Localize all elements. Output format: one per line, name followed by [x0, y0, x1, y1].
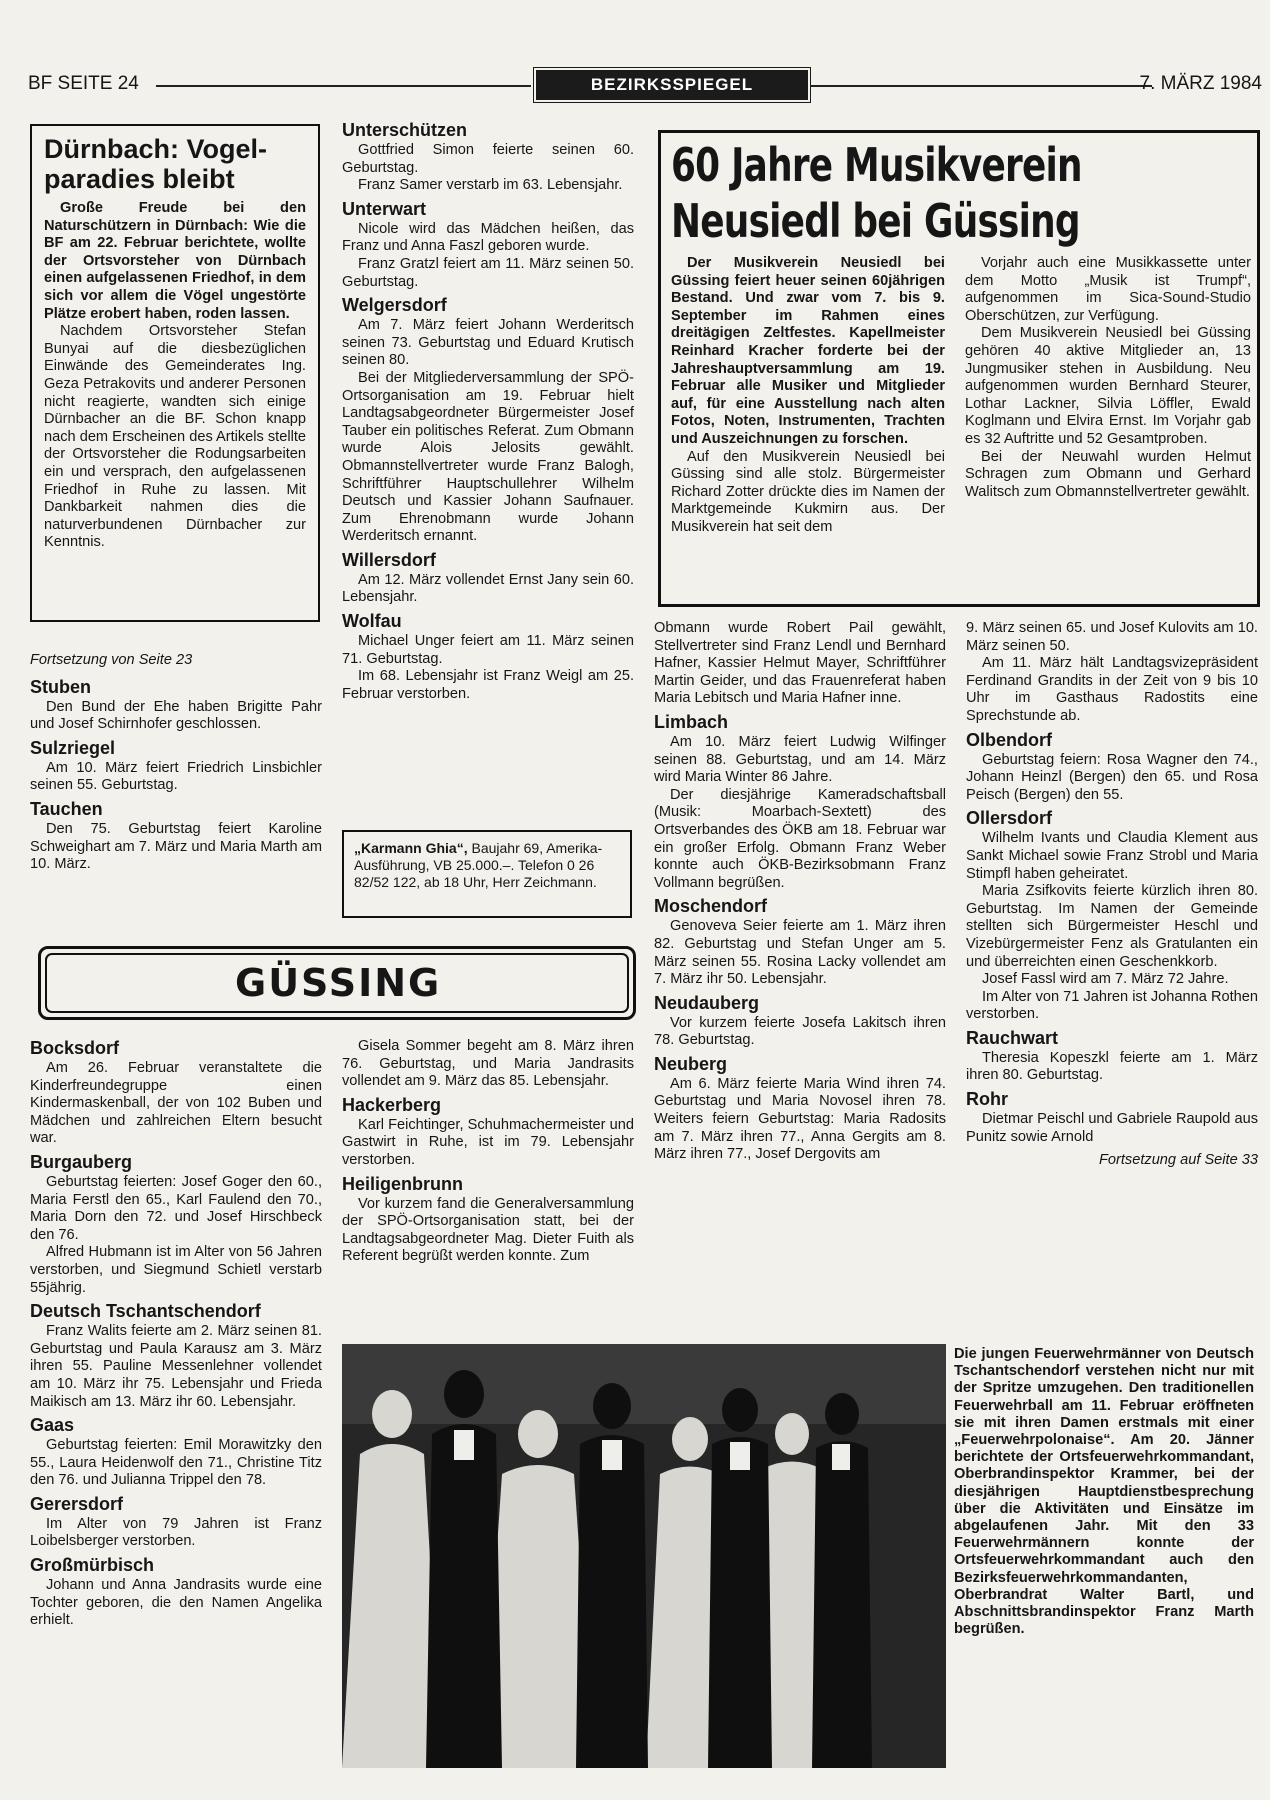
text-heiligenbrunn: Vor kurzem fand die Generalversammlung der SPÖ-Ortsorganisation statt, bei der Landtagsabgeordneter Mag. Dieter Fuith als Referent begrüßt werden konnte. Zum — [342, 1195, 634, 1265]
text-continuation: Obmann wurde Robert Pail gewählt, Stellvertreter sind Franz Lendl und Bernhard Hafner, Kassier Helmut Mayer, Schriftführer Martin Geider, und das Frauenreferat haben Maria Lebitsch und Maria Hafner inne. — [654, 620, 946, 707]
text-neudauberg: Vor kurzem feierte Josefa Lakitsch ihren 78. Geburtstag. — [654, 1014, 946, 1049]
header-rule-left — [156, 85, 531, 87]
section-title: BEZIRKSSPIEGEL — [536, 70, 808, 100]
region-title: GÜSSING — [45, 953, 629, 1013]
page-number: BF SEITE 24 — [28, 73, 139, 94]
heading-stuben: Stuben — [30, 676, 91, 697]
text-unterwart: Nicole wird das Mädchen heißen, das Franz und Anna Faszl geboren wurde. — [342, 220, 634, 255]
column-4 — [966, 620, 1258, 1170]
heading-moschendorf: Moschendorf — [654, 896, 768, 917]
heading-heiligenbrunn: Heiligenbrunn — [342, 1173, 463, 1194]
headline-line-1: 60 Jahre Musikverein — [671, 138, 1082, 192]
text-rohr: Dietmar Peischl und Gabriele Raupold aus Punitz sowie Arnold — [966, 1111, 1258, 1145]
article-lead: Große Freude bei den Naturschützern in Dürnbach: Wie die BF am 22. Februar berichtete, wollte der Ortsvorsteher von Dürnbach einen aufgelassenen Friedhof, in dem sich vor allem die Vögel ungestörte Plätze erobert haben, roden lassen. — [44, 200, 306, 322]
text-rauchwart: Theresia Kopeszkl feierte am 1. März ihren 80. Geburtstag. — [966, 1049, 1258, 1084]
text-welgersdorf: Am 7. März feiert Johann Werderitsch seinen 73. Geburtstag und Eduard Krutisch seinen 80. — [342, 317, 634, 369]
text-limbach: Am 10. März feiert Ludwig Wilfinger seinen 88. Geburtstag, und am 14. März wird Maria Winter 86 Jahre. — [654, 733, 946, 786]
text-tauchen: Den 75. Geburtstag feiert Karoline Schweighart am 7. März und Maria Marth am 10. März. — [30, 820, 322, 873]
continued-note: Fortsetzung von Seite 23 — [30, 652, 193, 668]
text-bocksdorf: Am 26. Februar veranstaltete die Kinderfreundegruppe einen Kindermaskenball, der von 102 Buben und Mädchen und zahlreichen Eltern besucht war. — [30, 1060, 322, 1147]
text-moschendorf: Genoveva Seier feierte am 1. März ihren 82. Geburtstag und Stefan Unger am 5. März seinen 55. Rosina Lacky vollendet am 7. März ihr 50. Lebensjahr. — [654, 918, 946, 988]
article-paragraph: Vorjahr auch eine Musikkassette unter dem Motto „Musik ist Trumpf“, aufgenommen im Sica-Sound-Studio Oberschützen, zur Verfügung. — [965, 255, 1251, 324]
text-ollersdorf: Im Alter von 71 Jahren ist Johanna Rothen verstorben. — [966, 988, 1258, 1023]
photo-caption — [954, 1346, 1254, 1638]
headline-line-2: Neusiedl bei Güssing — [671, 194, 1080, 248]
text-burgauberg: Alfred Hubmann ist im Alter von 56 Jahren verstorben, und Siegmund Schietl verstarb 55jährig. — [30, 1244, 322, 1296]
text-grossmuerbisch: Johann und Anna Jandrasits wurde eine Tochter geboren, die den Namen Angelika erhielt. — [30, 1577, 322, 1629]
heading-deutsch-tschantschendorf: Deutsch Tschantschendorf — [30, 1301, 261, 1322]
text-ollersdorf: Maria Zsifkovits feierte kürzlich ihren 80. Geburtstag. Im Namen der Gemeinde stellten sich Bürgermeister Heschl und Vizebürgermeister Fenz als Gratulanten ein und überreichten einen Geschenkkorb. — [966, 883, 1258, 970]
ad-text: Baujahr 69, Amerika-Ausführung, VB 25.000.–. Telefon 0 26 82/52 122, ab 18 Uhr, Herr Zeichmann. — [354, 840, 603, 890]
text-burgauberg: Geburtstag feierten: Josef Goger den 60., Maria Ferstl den 65., Karl Faulend den 70., Maria Dorn den 72. und Josef Hirschbeck den 76. — [30, 1173, 322, 1243]
gussing-column-1 — [30, 1034, 322, 1630]
photo-dancers-image — [342, 1344, 946, 1768]
heading-neuberg: Neuberg — [654, 1053, 728, 1074]
heading-limbach: Limbach — [654, 711, 729, 732]
heading-welgersdorf: Welgersdorf — [342, 295, 447, 316]
text-gisela-sommer: Gisela Sommer begeht am 8. März ihren 76. Geburtstag, und Maria Jandrasits vollendet am 9. März das 85. Lebensjahr. — [342, 1038, 634, 1090]
text-neuberg: Am 6. März feierte Maria Wind ihren 74. Geburtstag und Maria Novosel ihren 78. Weiters feiern Geburtstag: Maria Radosits am 7. März ihren 77., Anna Gergits am 8. März ihren 77., Josef Dergovits am — [654, 1075, 946, 1163]
article-paragraph: Auf den Musikverein Neusiedl bei Güssing sind alle stolz. Bürgermeister Richard Zotter drückte dies im Namen der Marktgemeinde Kukmirn aus. Der Musikverein hat seit dem — [671, 448, 945, 535]
heading-unterschuetzen: Unterschützen — [342, 120, 468, 140]
text-stuben: Den Bund der Ehe haben Brigitte Pahr und Josef Schirnhofer geschlossen. — [30, 698, 322, 733]
article-durnbach — [30, 124, 320, 622]
article-paragraph: Nachdem Ortsvorsteher Stefan Bunyai auf die diesbezüglichen Einwände des Gemeinderates Ing. Geza Petrakovits und anderer Personen nicht reagierte, wandten sich einige Dürnbacher an die BF. Schon knapp nach dem Erscheinen des Artikels stellte der Ortsvorsteher die Rodungsarbeiten ein und versprach, den aufgelassenen Friedhof in Ruhe zu lassen. Mit Dankbarkeit nahmen dies die naturverbundenen Dürnbacher zur Kenntnis. — [44, 323, 307, 551]
article-title: Dürnbach: Vogel-paradies bleibt — [44, 134, 268, 194]
text-deutsch-tschantschendorf: Franz Walits feierte am 2. März seinen 81. Geburtstag und Paula Karausz am 3. März ihren 55. Pauline Messenlehner vollendet am 10. März ihr 75. Lebensjahr und Frieda Maikisch am 13. März ihr 60. Lebensjahr. — [30, 1323, 322, 1410]
text-gerersdorf: Im Alter von 79 Jahren ist Franz Loibelsberger verstorben. — [30, 1515, 322, 1550]
text-welgersdorf: Bei der Mitgliederversammlung der SPÖ-Ortsorganisation am 19. Februar hielt Landtagsabgeordneter Bürgermeister Josef Tauber ein politisches Referat. Zum Obmann wurde Alois Jelosits gewählt. Obmannstellvertreter wurde Franz Balogh, Schriftführer Hauptschullehrer Wilhelm Deutsch und Kassier Johann Saufnauer. Zum Ehrenobmann wurde Johann Werderitsch ernannt. — [342, 369, 634, 545]
heading-gaas: Gaas — [30, 1415, 75, 1436]
text-unterschuetzen: Franz Samer verstarb im 63. Lebensjahr. — [358, 177, 623, 194]
heading-rohr: Rohr — [966, 1089, 1008, 1110]
heading-hackerberg: Hackerberg — [342, 1094, 442, 1115]
heading-wolfau: Wolfau — [342, 611, 402, 632]
text-olbendorf: Geburtstag feiern: Rosa Wagner den 74., Johann Heinzl (Bergen) den 65. und Rosa Peisch (Bergen) den 55. — [966, 751, 1258, 803]
article-lead: Der Musikverein Neusiedl bei Güssing feiert heuer seinen 60jährigen Bestand. Und zwar vom 7. bis 9. September im Rahmen eines dreitägigen Zeltfestes. Kapellmeister Reinhard Kracher forderte bei der Jahreshauptversammlung am 19. Februar alle Musiker und Mitglieder auf, für eine Ausstellung nach alten Fotos, Noten, Instrumenten, Trachten und Auszeichnungen zu forschen. — [671, 255, 945, 447]
text-continuation: 9. März seinen 65. und Josef Kulovits am 10. März seinen 50. — [966, 620, 1258, 654]
text-hackerberg: Karl Feichtinger, Schuhmachermeister und Gastwirt in Ruhe, ist im 79. Lebensjahr verstorben. — [342, 1116, 634, 1168]
heading-neudauberg: Neudauberg — [654, 992, 760, 1013]
article-paragraph: Dem Musikverein Neusiedl bei Güssing gehören 40 aktive Mitglieder an, 13 Jungmusiker stehen in Ausbildung. Neu aufgenommen wurden Bernhard Steurer, Lothar Lackner, Silvia Löffler, Ewald Koglmann und Elvira Ernst. Im Vorjahr gab es 32 Auftritte und 52 Gesamtproben. — [965, 325, 1251, 447]
text-wolfau: Im 68. Lebensjahr ist Franz Weigl am 25. Februar verstorben. — [342, 668, 634, 702]
issue-date: 7. MÄRZ 1984 — [1139, 73, 1262, 94]
heading-bocksdorf: Bocksdorf — [30, 1038, 120, 1058]
region-banner — [38, 946, 636, 1020]
heading-rauchwart: Rauchwart — [966, 1027, 1059, 1048]
column-1 — [30, 652, 322, 874]
heading-unterwart: Unterwart — [342, 198, 427, 219]
text-wolfau: Michael Unger feiert am 11. März seinen 71. Geburtstag. — [342, 633, 634, 667]
text-unterschuetzen: Gottfried Simon feierte seinen 60. Geburtstag. — [342, 142, 634, 176]
column-2 — [342, 116, 634, 703]
text-ollersdorf: Wilhelm Ivants und Claudia Klement aus Sankt Michael sowie Franz Strobl und Maria Stimpfl haben geheiratet. — [966, 830, 1258, 882]
caption-text: Die jungen Feuerwehrmänner von Deutsch Tschantschendorf verstehen nicht nur mit der Spritze umzugehen. Den traditionellen Feuerwehrball am 11. Februar eröffneten sie mit ihren Damen erstmals mit einer „Feuerwehrpolonaise“. Am 20. Jänner berichtete der Ortsfeuerwehrkommandant, Oberbrandinspektor Krammer, bei der diesjährigen Hauptdienstbesprechung über die Aktivitäten und Einsätze im abgelaufenen Jahr. Mit den 33 Feuerwehrmännern konnte der Ortsfeuerwehrkommandant auch den Bezirksfeuerwehrkommandanten, Oberbrandrat Walter Bartl, und Abschnittsbrandinspektor Franz Marth begrüßen. — [954, 1346, 1254, 1638]
photo-feuerwehrball — [342, 1344, 946, 1768]
page-header — [28, 70, 1262, 98]
article-paragraph: Bei der Neuwahl wurden Helmut Schragen zum Obmann und Gerhard Walitsch zum Obmannstellvertreter gewählt. — [965, 448, 1251, 500]
classified-ad — [342, 830, 632, 918]
text-sulzriegel: Am 10. März feiert Friedrich Linsbichler seinen 55. Geburtstag. — [30, 759, 322, 794]
heading-grossmuerbisch: Großmürbisch — [30, 1555, 155, 1576]
column-3 — [654, 620, 946, 1164]
header-rule-right — [810, 85, 1152, 87]
text-ollersdorf: Josef Fassl wird am 7. März 72 Jahre. — [982, 971, 1229, 988]
heading-sulzriegel: Sulzriegel — [30, 737, 116, 758]
heading-burgauberg: Burgauberg — [30, 1151, 133, 1172]
ad-title: „Karmann Ghia“, — [354, 840, 468, 856]
text-willersdorf: Am 12. März vollendet Ernst Jany sein 60. Lebensjahr. — [342, 571, 634, 606]
heading-willersdorf: Willersdorf — [342, 549, 436, 570]
continued-note: Fortsetzung auf Seite 33 — [1098, 1152, 1258, 1169]
heading-ollersdorf: Ollersdorf — [966, 808, 1053, 829]
gussing-column-2 — [342, 1038, 634, 1266]
text-sprechstunde: Am 11. März hält Landtagsvizepräsident Ferdinand Grandits in der Zeit von 9 bis 10 Uhr im Gasthaus Radostits eine Sprechstunde ab. — [966, 655, 1258, 724]
heading-tauchen: Tauchen — [30, 798, 103, 819]
article-musikverein — [658, 130, 1260, 607]
heading-olbendorf: Olbendorf — [966, 729, 1052, 750]
text-limbach: Der diesjährige Kameradschaftsball (Musik: Moarbach-Sextett) des Ortsverbandes des ÖKB am 18. Februar war ein großer Erfolg. Obmann Franz Weber konnte auch ÖKB-Bezirksobmann Franz Vollmann begrüßen. — [654, 786, 946, 891]
heading-gerersdorf: Gerersdorf — [30, 1493, 124, 1514]
text-unterwart: Franz Gratzl feiert am 11. März seinen 50. Geburtstag. — [342, 255, 634, 290]
text-gaas: Geburtstag feierten: Emil Morawitzky den 55., Laura Heidenwolf den 71., Christine Titz den 76. und Julianna Trippel den 78. — [30, 1437, 322, 1489]
